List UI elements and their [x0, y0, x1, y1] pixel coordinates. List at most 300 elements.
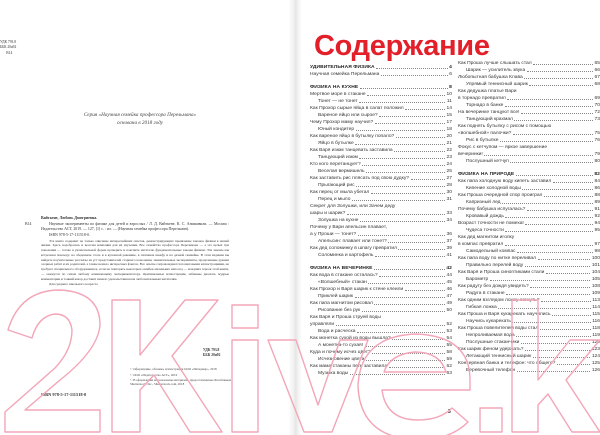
dot-leader [498, 308, 591, 309]
toc-entry-title: Кто кого перетанцует? [310, 162, 361, 167]
dot-leader [529, 85, 593, 86]
toc-entry [310, 71, 452, 78]
toc-entry [458, 360, 600, 367]
toc-entry-page: 70 [594, 103, 600, 108]
toc-entry-title: вечеринки! [458, 152, 483, 157]
toc-entry [458, 353, 600, 360]
toc-entry [458, 283, 600, 290]
toc-entry-title: УДИВИТЕЛЬНАЯ ФИЗИКА [310, 65, 375, 70]
toc-entry-page: 22 [446, 148, 452, 153]
toc-entry [458, 241, 600, 248]
toc-entry-title: Шарик — усилитель звука [466, 68, 526, 73]
toc-entry [458, 192, 600, 199]
dot-leader [521, 343, 590, 344]
toc-entry-title: а у Проши — тонет? [310, 232, 357, 237]
dot-leader [517, 252, 593, 253]
toc-entry-title: Самодельный компас [466, 249, 516, 254]
toc-entry-title: Приклей шарик [318, 294, 354, 299]
toc-entry-title: Барометр [466, 277, 489, 282]
dot-leader [521, 113, 593, 114]
toc-entry-page: 37 [446, 239, 452, 244]
toc-entry-page: 119 [592, 333, 600, 338]
toc-entry-page: 18 [446, 127, 452, 132]
dot-leader [372, 353, 445, 354]
dot-leader [381, 75, 448, 76]
toc-entry [458, 318, 600, 325]
dot-leader [352, 200, 445, 201]
toc-entry [310, 154, 452, 161]
toc-entry-title: Как Прохор сырые яйца в салат положил [310, 106, 404, 111]
toc-entry-title: в компас превратил [458, 242, 504, 247]
toc-entry-title: На вечеринке танцуют все! [458, 110, 520, 115]
dot-leader [490, 280, 591, 281]
dot-leader [522, 189, 593, 190]
toc-entry-title: Любопытная бабушка Клава [458, 75, 523, 80]
toc-entry-page: 91 [594, 207, 600, 212]
dot-leader [359, 102, 445, 103]
bibliographic-description: Научные эксперименты по физике для детей и взрослых / Л. Д. Вайткене, К. С. Аниашвили. — Москва : Издательство АСТ, 2019. — 127, [1] с. : ил. — (Научная семейка профессора Перельман). [41, 221, 229, 231]
toc-entry [310, 224, 452, 231]
dot-leader [510, 162, 593, 163]
toc-entry [310, 175, 452, 182]
toc-entry-page: 53 [446, 329, 452, 334]
toc-entry-page: 67 [594, 75, 600, 80]
toc-entry-page: 44 [446, 273, 452, 278]
toc-entry-page: 80 [594, 159, 600, 164]
toc-entry [310, 161, 452, 168]
toc-entry-page: 31 [446, 197, 452, 202]
toc-entry-title: Секрет для Золушки, или Зачем деду [310, 204, 396, 209]
toc-entry-title: Как заставить рис плясать под свою дудку? [310, 176, 410, 181]
dot-leader [405, 109, 445, 110]
toc-entry-page: 62 [446, 364, 452, 369]
toc-entry-title: «волшебной» палочки? [458, 131, 512, 136]
toc-entry-page: 17 [446, 120, 452, 125]
toc-entry-title: Как радугу без дождя увидеть? [458, 284, 529, 289]
toc-entry [310, 119, 452, 126]
toc-entry-title: Как дед соломинку в шпагу превратил [310, 246, 397, 251]
dot-leader [506, 294, 590, 295]
toc-entry [458, 88, 600, 95]
dot-leader [516, 175, 593, 176]
dot-leader [557, 364, 591, 365]
toc-section-heading [310, 84, 452, 91]
series-line-1: Серия «Научная семейка профессора Перельмана» [83, 112, 197, 118]
dot-leader [368, 283, 445, 284]
dot-leader [405, 290, 445, 291]
toc-entry-title: «Волшебный» стакан [318, 280, 367, 285]
toc-entry-title: Танцующий изюм [318, 155, 358, 160]
toc-entry [458, 95, 600, 102]
dot-leader [502, 203, 593, 204]
toc-entry [458, 248, 600, 255]
toc-section-heading [310, 64, 452, 71]
toc-entry-title: Почему у Вари апельсин плавает, [310, 225, 387, 230]
toc-entry-page: 6 [449, 72, 452, 77]
toc-entry [310, 168, 452, 175]
toc-entry [458, 206, 600, 213]
toc-entry-title: Чему Прохор маму научил? [310, 120, 374, 125]
toc-entry-page: 47 [446, 294, 452, 299]
toc-entry [458, 304, 600, 311]
bbk-line: ББК 20я92 [203, 352, 221, 357]
dot-leader [356, 130, 445, 131]
dot-leader [376, 68, 448, 69]
toc-entry-title: Как вода в стакане осталась? [310, 273, 378, 278]
toc-entry-title: Торнадо в банке [466, 103, 504, 108]
toc-entry [310, 293, 452, 300]
toc-entry [458, 262, 600, 269]
toc-entry [310, 307, 452, 314]
toc-entry-title: Вода и расческа [318, 329, 356, 334]
dot-leader [525, 350, 590, 351]
toc-entry-title: Музыка воды [318, 371, 349, 376]
toc-entry [310, 238, 452, 245]
toc-entry-page: 49 [446, 301, 452, 306]
toc-entry-page: 11 [446, 99, 452, 104]
toc-entry-page: 126 [591, 368, 600, 373]
toc-entry-page: 34 [446, 218, 452, 223]
toc-entry-page: 25 [446, 169, 452, 174]
dot-leader [540, 329, 591, 330]
isbn-line: ISBN 978-5-17-111518-0. [49, 232, 90, 237]
toc-entry-title: Как монетка сухой из воды вышла? [310, 336, 391, 341]
toc-entry [458, 74, 600, 81]
dot-leader [500, 141, 593, 142]
toc-entry-title: Непроливаемая вода [466, 333, 515, 338]
toc-entry-page: 59 [446, 357, 452, 362]
toc-entry-title: Рисование без рук [318, 308, 361, 313]
dot-leader [350, 374, 445, 375]
dot-leader [553, 182, 593, 183]
author-mark: В14 [25, 221, 32, 226]
toc-entry [458, 158, 600, 165]
toc-entry [458, 227, 600, 234]
toc-entry-title: Веселая вермишель [318, 169, 365, 174]
toc-entry-page: 114 [592, 305, 600, 310]
series-note [40, 112, 240, 127]
toc-entry-title: Капризный лед [466, 200, 501, 205]
book-gutter [288, 0, 302, 435]
toc-entry-title: Исчезновение цвета [318, 357, 365, 362]
dot-leader [505, 245, 593, 246]
dot-leader [374, 304, 445, 305]
toc-entry-title: ФИЗИКА НА ПРИРОДЕ [458, 172, 515, 177]
toc-entry-page: 82 [594, 172, 600, 177]
toc-entry-title: Послушный кетчуп [466, 159, 509, 164]
toc-entry-page: 92 [594, 214, 600, 219]
toc-entry-title: Упрямый теннисный шарик [466, 82, 528, 87]
toc-entry [458, 199, 600, 206]
toc-entry [310, 133, 452, 140]
toc-entry-page: 97 [594, 242, 600, 247]
toc-entry-title: Научная семейка Перельмана [310, 72, 380, 77]
toc-entry-page: 33 [446, 211, 452, 216]
toc-entry [310, 112, 452, 119]
toc-entry [310, 335, 452, 342]
toc-entry-title: Радуга в стакане [466, 291, 505, 296]
toc-entry-title: Как Варя изюм танцевать заставила [310, 148, 393, 153]
toc-entry [310, 349, 452, 356]
toc-entry-page: 95 [594, 228, 600, 233]
toc-entry-page: 27 [446, 176, 452, 181]
toc-entry-title: Почему бабушка испугалась? [458, 207, 526, 212]
toc-entry-title: Как вареное яйцо в бутылку попало? [310, 134, 395, 139]
toc-entry [458, 332, 600, 339]
dot-leader [366, 172, 445, 173]
dot-leader [374, 269, 445, 270]
toc-entry-page: 36 [446, 232, 452, 237]
dot-leader [505, 217, 593, 218]
dot-leader [527, 210, 593, 211]
dot-leader [396, 137, 445, 138]
toc-entry-title: Как папа холодную воду кипеть заставил [458, 179, 552, 184]
toc-entry-title: Как Проша лучше слышать стал [458, 61, 532, 66]
toc-entry-page: 98 [594, 249, 600, 254]
dot-leader [379, 116, 445, 117]
age-note: Для среднего школьного возраста [49, 282, 98, 287]
toc-entry-page: 23 [446, 155, 452, 160]
toc-entry-title: Как шарик феном удержать? [458, 347, 524, 352]
udk-bbk-block-bottom [203, 348, 220, 358]
toc-entry-title: Консервная банка и телефон: что общего? [458, 361, 556, 366]
dot-leader [362, 165, 445, 166]
toc-entry [458, 185, 600, 192]
dot-leader [525, 266, 591, 267]
toc-entry [458, 123, 600, 130]
toc-entry [310, 328, 452, 335]
toc-entry-page: 73 [594, 117, 600, 122]
toc-entry [458, 276, 600, 283]
toc-entry [458, 137, 600, 144]
toc-entry [458, 339, 600, 346]
toc-entry-page: 42 [446, 266, 452, 271]
toc-entry [310, 279, 452, 286]
toc-entry-title: Как Проша повелителем воды стал [458, 326, 539, 331]
toc-entry-page: 28 [446, 183, 452, 188]
toc-entry-title: Возраст точности не помеха! [458, 221, 524, 226]
toc-entry-page: 116 [592, 319, 600, 324]
toc-entry [310, 182, 452, 189]
dot-leader [516, 336, 591, 337]
toc-entry-page: 79 [594, 152, 600, 157]
toc-entry [458, 178, 600, 185]
dot-leader [365, 346, 445, 347]
toc-entry-title: А монетка-то сухая! [318, 343, 364, 348]
toc-entry [458, 67, 600, 74]
dot-leader [411, 179, 446, 180]
toc-entry-title: Чудеса точности [466, 228, 504, 233]
toc-entry [458, 220, 600, 227]
toc-entry-page: 100 [591, 256, 600, 261]
author-name: Вайткене, Любовь Дмитриевна. [41, 216, 98, 220]
toc-entry [310, 140, 452, 147]
toc-entry [458, 269, 600, 276]
toc-entry-page: 101 [591, 263, 600, 268]
isbn-bottom: ISBN 978-5-17-111518-0 [41, 392, 87, 397]
dot-leader [379, 276, 445, 277]
toc-section-heading [458, 171, 600, 178]
dot-leader [347, 214, 445, 215]
toc-entry-title: Как папа воду по нитке переливал [458, 256, 536, 261]
toc-entry-page: 65 [594, 61, 600, 66]
toc-entry [458, 213, 600, 220]
dot-leader [371, 193, 445, 194]
toc-entry-title: Яйцо в бутылке [318, 141, 354, 146]
toc-entry-title: Апельсин: плавает или тонет? [318, 239, 387, 244]
toc-entry-title: Как мама стаканы петь заставила [310, 364, 388, 369]
toc-entry-title: ФИЗИКА НА ВЕЧЕРИНКЕ [310, 266, 373, 271]
toc-entry-title: Прыгающий рис [318, 183, 355, 188]
dot-leader [394, 151, 445, 152]
toc-entry [310, 126, 452, 133]
toc-entry [458, 346, 600, 353]
toc-entry-title: Как дедушка платье Вари [458, 89, 517, 94]
dot-leader [533, 357, 591, 358]
toc-entry-title: Мертвое море в стакане [310, 92, 366, 97]
dot-leader [366, 360, 445, 361]
toc-entry-page: 41 [446, 253, 452, 258]
contents-page [302, 0, 600, 435]
toc-column-left [310, 64, 452, 377]
toc-entry-page: 84 [594, 179, 600, 184]
dot-leader [389, 367, 445, 368]
toc-entry-title: Кипение холодной воды [466, 186, 521, 191]
toc-entry-title: Как Варя и Проша струей воды [310, 315, 381, 320]
bibliographic-record [25, 216, 229, 287]
toc-entry-title: Юный кондитер [318, 127, 355, 132]
imprint-page [0, 0, 292, 435]
toc-section-heading [310, 265, 452, 272]
dot-leader [362, 311, 445, 312]
toc-entry-page: 105 [591, 277, 600, 282]
toc-entry-title: Летающий теннисный шарик [466, 354, 532, 359]
toc-entry-page: 66 [594, 68, 600, 73]
toc-entry [458, 81, 600, 88]
toc-entry [310, 217, 452, 224]
toc-entry [310, 272, 452, 279]
toc-entry-title: Соломинка и картофель [318, 253, 374, 258]
toc-entry [458, 60, 600, 67]
toc-entry-title: Научись кукарекать [466, 319, 511, 324]
dot-leader [530, 287, 590, 288]
toc-entry-page: 52 [446, 322, 452, 327]
toc-entry [458, 109, 600, 116]
toc-entry [310, 321, 452, 328]
toc-entry-page: 108 [591, 284, 600, 289]
copyright-block [130, 367, 240, 388]
toc-entry [310, 105, 452, 112]
toc-entry [310, 314, 452, 321]
dot-leader [484, 155, 593, 156]
dot-leader [517, 371, 591, 372]
dot-leader [552, 315, 591, 316]
toc-entry-title: в торнадо превратил [458, 96, 506, 101]
dot-leader [357, 332, 445, 333]
toc-entry-page: 45 [446, 280, 452, 285]
udk-bbk-block-top [0, 40, 16, 56]
dot-leader [505, 106, 593, 107]
toc-entry [310, 98, 452, 105]
toc-entry-page: 124 [591, 354, 600, 359]
toc-entry [310, 91, 452, 98]
toc-entry [310, 286, 452, 293]
dot-leader [541, 301, 591, 302]
toc-entry-page: 123 [591, 347, 600, 352]
dot-leader [546, 273, 590, 274]
page-number: 3 [448, 409, 451, 415]
dot-leader [355, 297, 445, 298]
toc-entry-page: 68 [594, 82, 600, 87]
toc-entry-title: Золушка на кухне [318, 218, 359, 223]
dot-leader [375, 256, 445, 257]
dot-leader [524, 78, 593, 79]
toc-entry-title: Веревочный телефон [466, 368, 516, 373]
toc-entry-page: 14 [446, 106, 452, 111]
toc-entry-title: Рис в бутылке [466, 138, 499, 143]
copyright-line: © ООО «Издательство АСТ», 2019 [130, 372, 178, 377]
toc-entry-page: 89 [594, 200, 600, 205]
toc-entry-page: 46 [446, 287, 452, 292]
toc-entry-page: 21 [446, 141, 452, 146]
toc-entry-page: 118 [592, 326, 600, 331]
toc-entry [458, 297, 600, 304]
toc-column-right [458, 60, 600, 374]
toc-entry-title: Как Проша очередной спор проиграл [458, 193, 543, 198]
dot-leader [398, 249, 445, 250]
toc-entry-page: 50 [446, 308, 452, 313]
toc-entry [310, 231, 452, 238]
dot-leader [544, 196, 593, 197]
toc-entry-page: 63 [446, 371, 452, 376]
toc-entry-title: ФИЗИКА НА КУХНЕ [310, 85, 359, 90]
toc-entry [458, 367, 600, 374]
toc-entry [458, 311, 600, 318]
toc-entry-page: 20 [446, 134, 452, 139]
toc-entry-title: Вареное яйцо или сырое? [318, 113, 378, 118]
toc-entry-title: Как поднять бутылку с рисом с помощью [458, 124, 552, 129]
toc-entry-title: Как Прохор и Варя шарик к стене клеили [310, 287, 404, 292]
toc-entry-page: 88 [594, 193, 600, 198]
author-mark-line: В14 [0, 50, 13, 55]
page-title: Содержание [314, 30, 490, 62]
toc-entry [310, 147, 452, 154]
toc-entry-page: 104 [591, 270, 600, 275]
series-line-2: основана в 2018 году [117, 119, 163, 126]
toc-entry-page: 30 [446, 190, 452, 195]
toc-entry-page: 4 [449, 65, 452, 70]
toc-entry-page: 39 [446, 246, 452, 251]
toc-entry [310, 300, 452, 307]
dot-leader [356, 186, 445, 187]
toc-entry [310, 356, 452, 363]
toc-entry [310, 203, 452, 210]
dot-leader [360, 221, 445, 222]
toc-entry [310, 370, 452, 377]
dot-leader [392, 339, 445, 340]
toc-entry [458, 290, 600, 297]
dot-leader [513, 134, 593, 135]
dot-leader [359, 158, 445, 159]
toc-entry [310, 363, 452, 370]
toc-entry-page: 86 [594, 186, 600, 191]
dot-leader [358, 235, 445, 236]
toc-entry-title: Тонет — не тонет [318, 99, 358, 104]
toc-entry-page: 15 [446, 113, 452, 118]
toc-entry-page: 75 [594, 131, 600, 136]
dot-leader [527, 71, 593, 72]
toc-entry [458, 255, 600, 262]
